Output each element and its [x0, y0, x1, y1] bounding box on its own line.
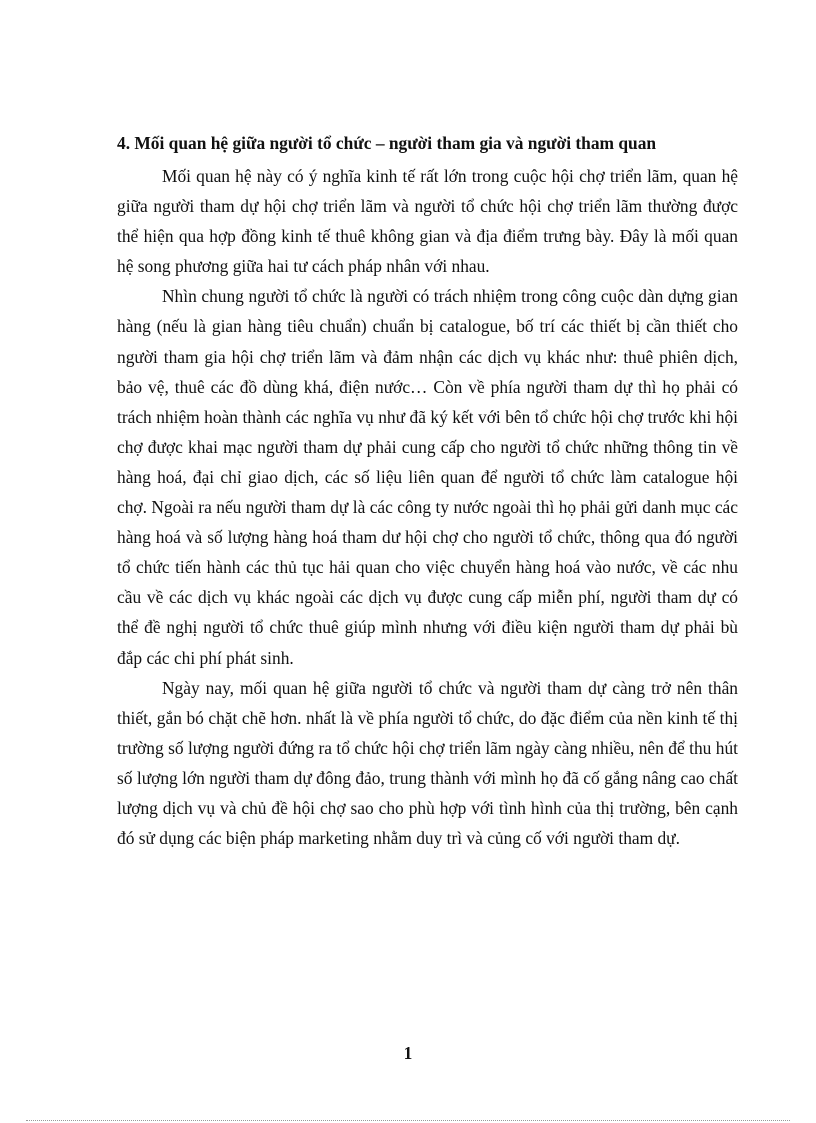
paragraph-organizer-responsibilities: Nhìn chung người tổ chức là người có trách nhiệm trong công cuộc dàn dựng gian hàng (nếu là gian hàng tiêu chuẩn) chuẩn bị catalogue, bố trí các thiết bị cần thiết cho người tham gia hội chợ triển lãm và đảm nhận các dịch vụ khác như: thuê phiên dịch, bảo vệ, thuê các đồ dùng khá, điện nước… Còn về phía người tham dự thì họ phải có trách nhiệm hoàn thành các nghĩa vụ như đã ký kết với bên tổ chức hội chợ trước khi hội chợ được khai mạc người tham dự phải cung cấp cho người tổ chức những thông tin về hàng hoá, đại chỉ giao dịch, các số liệu liên quan để người tổ chức làm catalogue hội chợ. Ngoài ra nếu người tham dự là các công ty nước ngoài thì họ phải gửi danh mục các hàng hoá và số lượng hàng hoá tham dư hội chợ cho người tổ chức, thông qua đó người tổ chức tiến hành các thủ tục hải quan cho việc chuyển hàng hoá vào nước, về các nhu cầu về các dịch vụ khác ngoài các dịch vụ được cung cấp miễn phí, người tham dự có thể đề nghị người tổ chức thuê giúp mình nhưng với điều kiện người tham dự phải bù đắp các chi phí phát sinh.	[117, 286, 738, 668]
page-number: 1	[403, 1043, 413, 1063]
section-body	[117, 161, 738, 853]
paragraph-relationship-overview: Mối quan hệ này có ý nghĩa kinh tế rất lớn trong cuộc hội chợ triển lãm, quan hệ giữa người tham dự hội chợ triển lãm và người tổ chức hội chợ triển lãm thường được thể hiện qua hợp đồng kinh tế thuê không gian và địa điểm trưng bày. Đây là mối quan hệ song phương giữa hai tư cách pháp nhân với nhau.	[117, 166, 738, 277]
footer-divider	[26, 1120, 790, 1121]
section-heading: 4. Mối quan hệ giữa người tổ chức – người tham gia và người tham quan	[117, 133, 657, 153]
paragraph-modern-relationship: Ngày nay, mối quan hệ giữa người tổ chức và người tham dự càng trở nên thân thiết, gắn bó chặt chẽ hơn. nhất là về phía người tổ chức, do đặc điểm của nền kinh tế thị trường số lượng người đứng ra tổ chức hội chợ triển lãm ngày càng nhiều, nên để thu hút số lượng lớn người tham dự đông đảo, trung thành với mình họ đã cố gắng nâng cao chất lượng dịch vụ và chủ đề hội chợ sao cho phù hợp với tình hình của thị trường, bên cạnh đó sử dụng các biện pháp marketing nhằm duy trì và củng cố với người tham dự.	[117, 677, 738, 849]
